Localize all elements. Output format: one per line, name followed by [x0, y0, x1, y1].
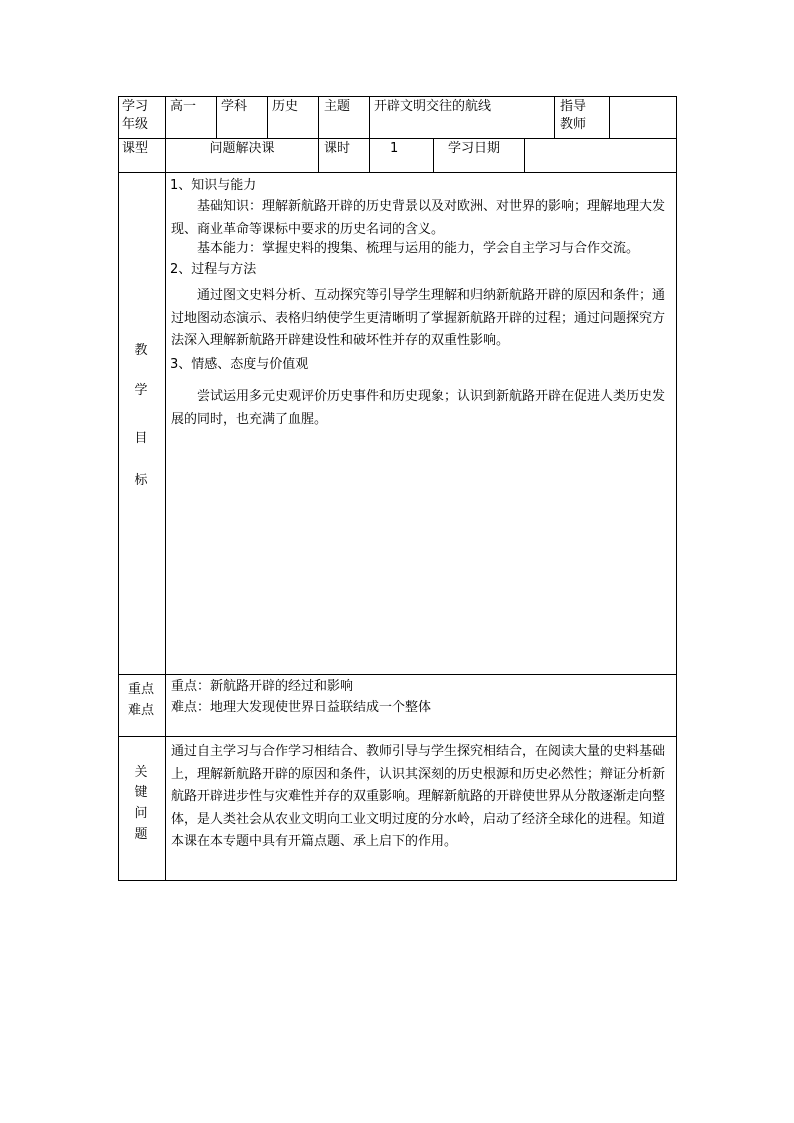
- type-label: 课型: [122, 141, 149, 156]
- objectives-heading-3: 3、情感、态度与价值观: [170, 357, 309, 372]
- cell-period-value: [369, 138, 434, 173]
- lesson-plan-table: [118, 96, 677, 881]
- questions-label-4: 题: [134, 827, 148, 842]
- period-label: 课时: [324, 141, 351, 156]
- objectives-basic-knowledge: 基础知识：理解新航路开辟的历史背景以及对欧洲、对世界的影响；理解地理大发现、商业革命等课标中要求的历史名词的含义。: [171, 199, 666, 237]
- objectives-heading-2: 2、过程与方法: [170, 262, 257, 277]
- period-value: 1: [390, 141, 399, 156]
- cell-objectives-label: [118, 172, 166, 675]
- subject-label: 学科: [221, 99, 248, 114]
- objectives-label-3: 目: [134, 431, 148, 446]
- topic-label: 主题: [324, 99, 351, 114]
- objectives-label-2: 学: [134, 383, 148, 398]
- cell-teacher-value: [609, 96, 677, 139]
- keypoints-label-focus: 重点: [127, 682, 154, 697]
- topic-value: 开辟文明交往的航线: [374, 99, 492, 114]
- grade-value: 高一: [170, 99, 197, 114]
- objectives-process-method: 通过图文史料分析、互动探究等引导学生理解和归纳新航路开辟的原因和条件；通过地图动态演示、表格归纳使学生更清晰明了掌握新航路开辟的过程；通过问题探究方法深入理解新航路开辟建设性和破坏性并存的双重性影响。: [171, 288, 666, 348]
- objectives-basic-ability: 基本能力：掌握史料的搜集、梳理与运用的能力，学会自主学习与合作交流。: [197, 241, 640, 256]
- type-value: 问题解决课: [209, 141, 275, 156]
- questions-label-1: 关: [134, 765, 148, 780]
- keypoints-focus: 重点：新航路开辟的经过和影响: [171, 679, 354, 694]
- keypoints-label-difficulty: 难点: [127, 703, 154, 718]
- subject-value: 历史: [272, 99, 299, 114]
- objectives-label-1: 教: [134, 343, 148, 358]
- objectives-label-4: 标: [134, 473, 148, 488]
- teacher-label: 指导 教师: [560, 99, 587, 132]
- questions-label-3: 问: [134, 806, 148, 821]
- date-label: 学习日期: [448, 141, 501, 156]
- keypoints-difficulty: 难点：地理大发现使世界日益联结成一个整体: [171, 700, 432, 715]
- cell-date-value: [524, 138, 677, 173]
- questions-label-2: 键: [134, 785, 148, 800]
- objectives-values: 尝试运用多元史观评价历史事件和历史现象；认识到新航路开辟在促进人类历史发展的同时，也充满了血腥。: [171, 389, 666, 427]
- grade-label: 学习 年级: [122, 99, 149, 132]
- objectives-heading-1: 1、知识与能力: [170, 178, 257, 193]
- key-questions-text: 通过自主学习与合作学习相结合、教师引导与学生探究相结合，在阅读大量的史料基础上，理解新航路开辟的原因和条件，认识其深刻的历史根源和历史必然性；辩证分析新航路开辟进步性与灾难性并存的双重影响。理解新航路的开辟使世界从分散逐渐走向整体，是人类社会从农业文明向工业文明过度的分水岭，启动了经济全球化的进程。知道本课在本专题中具有开篇点题、承上启下的作用。: [171, 744, 666, 849]
